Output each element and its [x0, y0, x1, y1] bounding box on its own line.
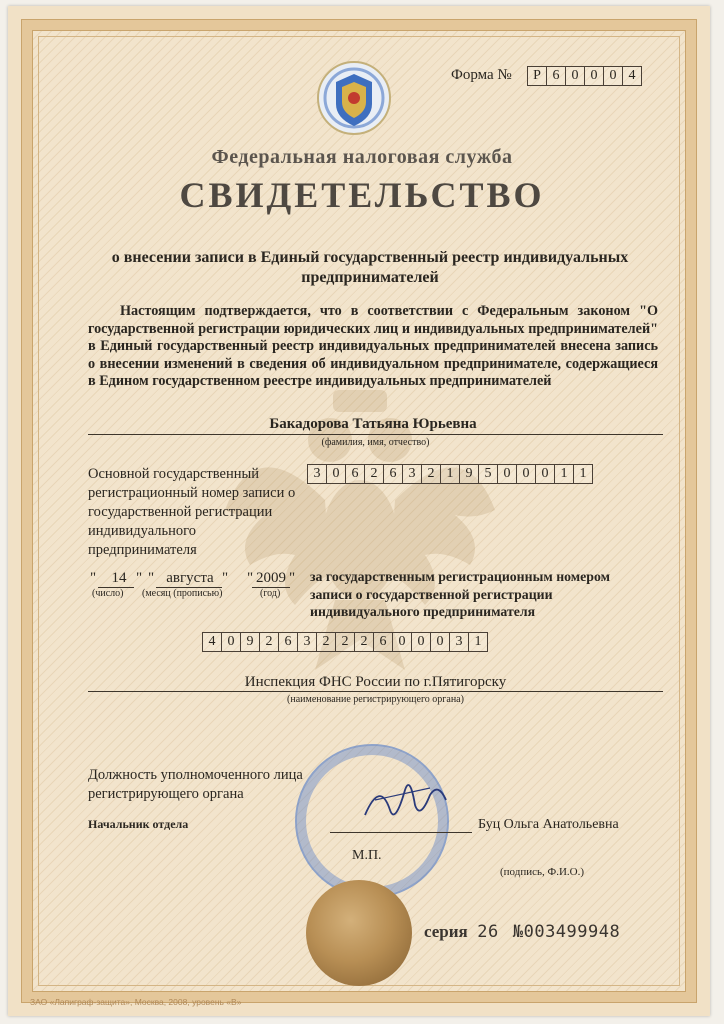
authority-underline	[88, 691, 663, 692]
grn-digit: 0	[411, 632, 431, 652]
stamp-place-label: М.П.	[352, 848, 382, 863]
confirmation-text: Настоящим подтверждается, что в соответствии с Федеральным законом "О государственной регистрации юридических лиц и индивидуальных предпринимателей" в Единый государственный реестр индивидуальных предпринимателей внесена запись о внесении изменений в сведения об индивидуальном предпринимателе, содержащиеся в Едином государственном реестре индивидуальных предпринимателей	[88, 303, 658, 389]
ogrnip-digit: 0	[326, 464, 346, 484]
ogrnip-digit: 1	[573, 464, 593, 484]
ogrnip-digit: 3	[307, 464, 327, 484]
form-code-cell: 0	[603, 66, 623, 86]
ogrnip-digit: 0	[497, 464, 517, 484]
ogrnip-digit: 9	[459, 464, 479, 484]
certificate-subtitle: о внесении записи в Единый государственный реестр индивидуальных предпринимателей	[111, 249, 629, 286]
ogrnip-number	[307, 464, 593, 484]
name-caption: (фамилия, имя, отчество)	[321, 437, 430, 448]
grn-digit: 2	[316, 632, 336, 652]
series-serial: №003499948	[512, 922, 621, 942]
service-name: Федеральная налоговая служба	[211, 146, 513, 168]
printer-imprint: ЗАО «Лапиграф-защита», Москва, 2008, уровень «В»	[30, 997, 242, 1007]
grn-digit: 6	[278, 632, 298, 652]
form-code-cell: 0	[565, 66, 585, 86]
form-code-cell: 0	[584, 66, 604, 86]
wax-seal-icon	[306, 880, 412, 986]
ogrnip-digit: 6	[383, 464, 403, 484]
grn-digit: 0	[430, 632, 450, 652]
series-region: 26	[477, 922, 499, 942]
date-month: августа	[166, 570, 214, 586]
grn-digit: 2	[335, 632, 355, 652]
authority-caption: (наименование регистрирующего органа)	[287, 694, 464, 705]
ogrnip-digit: 6	[345, 464, 365, 484]
ogrnip-digit: 0	[516, 464, 536, 484]
entrepreneur-name: Бакадорова Татьяна Юрьевна	[269, 416, 477, 432]
grn-label: за государственным регистрационным номером записи о государственной регистрации индивидуального предпринимателя	[310, 569, 611, 619]
grn-number	[202, 632, 488, 652]
date-month-open-quote: "	[148, 570, 155, 586]
signature-icon	[360, 770, 450, 830]
form-label: Форма №	[451, 67, 512, 83]
fns-emblem-icon	[316, 60, 392, 136]
grn-digit: 2	[259, 632, 279, 652]
ogrnip-label: Основной государственный регистрационный номер записи о государственной регистрации индивидуального предпринимателя	[88, 466, 296, 558]
official-position: Начальник отдела	[88, 817, 189, 831]
date-day-caption: (число)	[92, 588, 124, 599]
ogrnip-digit: 5	[478, 464, 498, 484]
grn-digit: 3	[449, 632, 469, 652]
certificate-title: СВИДЕТЕЛЬСТВО	[179, 175, 545, 215]
form-code-cell: 6	[546, 66, 566, 86]
grn-digit: 0	[392, 632, 412, 652]
official-label: Должность уполномоченного лица регистрирующего органа	[88, 767, 303, 802]
date-year-open-quote: "	[247, 570, 254, 586]
form-code-cell: Р	[527, 66, 547, 86]
grn-digit: 6	[373, 632, 393, 652]
grn-digit: 9	[240, 632, 260, 652]
date-month-caption: (месяц (прописью)	[142, 588, 223, 599]
date-day-close-quote: "	[136, 570, 143, 586]
ogrnip-digit: 2	[364, 464, 384, 484]
date-day: 14	[111, 570, 127, 586]
ogrnip-digit: 1	[554, 464, 574, 484]
form-code-cell: 4	[622, 66, 642, 86]
grn-digit: 4	[202, 632, 222, 652]
form-code	[527, 66, 642, 86]
ogrnip-digit: 3	[402, 464, 422, 484]
grn-digit: 0	[221, 632, 241, 652]
ogrnip-digit: 2	[421, 464, 441, 484]
grn-digit: 1	[468, 632, 488, 652]
date-day-open-quote: "	[90, 570, 97, 586]
name-underline	[88, 434, 663, 435]
date-year: 2009	[256, 570, 286, 586]
date-year-caption: (год)	[260, 588, 281, 599]
date-month-close-quote: "	[222, 570, 229, 586]
series-number	[424, 922, 620, 942]
grn-digit: 2	[354, 632, 374, 652]
registering-authority: Инспекция ФНС России по г.Пятигорску	[244, 674, 507, 690]
date-year-close-quote: "	[289, 570, 296, 586]
ogrnip-digit: 1	[440, 464, 460, 484]
ogrnip-digit: 0	[535, 464, 555, 484]
official-name: Буц Ольга Анатольевна	[478, 817, 619, 832]
grn-digit: 3	[297, 632, 317, 652]
series-label: серия	[424, 922, 468, 941]
signature-line	[330, 832, 472, 833]
signature-caption: (подпись, Ф.И.О.)	[500, 866, 584, 878]
